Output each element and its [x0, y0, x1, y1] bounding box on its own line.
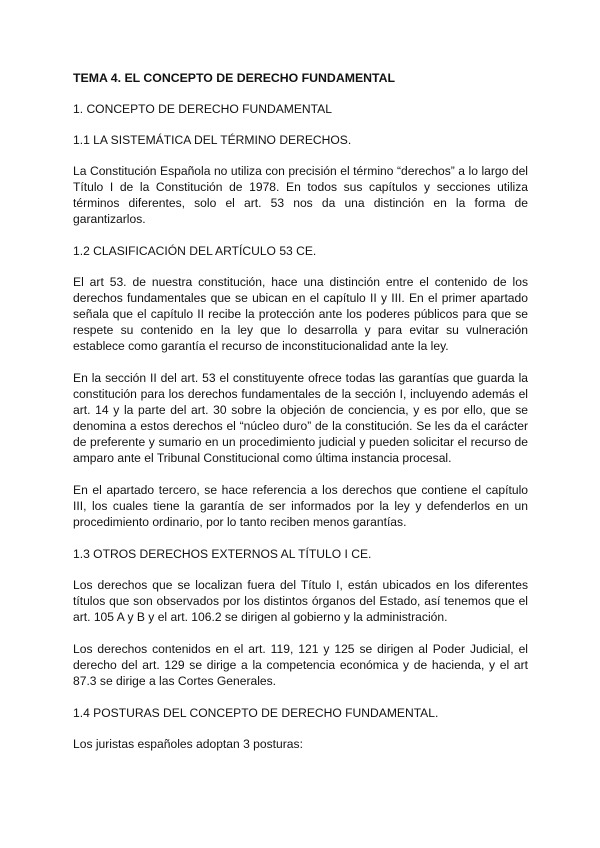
section-heading: 1.4 POSTURAS DEL CONCEPTO DE DERECHO FUNDAMENTAL. [73, 706, 439, 720]
paragraph: En el apartado tercero, se hace referencia a los derechos que contiene el capítulo III, los cuales tiene la garantía de ser informados por la ley y defenderlos en un procedimiento ordinario, por lo tanto reciben menos garantías. [73, 483, 528, 529]
paragraph: La Constitución Española no utiliza con precisión el término “derechos” a lo largo del Título I de la Constitución de 1978. En todos sus capítulos y secciones utiliza términos diferentes, solo el art. 53 nos da una distinción en la forma de garantizarlos. [73, 164, 528, 226]
section-heading: 1.1 LA SISTEMÁTICA DEL TÉRMINO DERECHOS. [73, 133, 352, 147]
paragraph: En la sección II del art. 53 el constituyente ofrece todas las garantías que guarda la constitución para los derechos fundamentales de la sección I, incluyendo además el art. 14 y la parte del art. 30 sobre la objeción de conciencia, y es por ello, que se denomina a estos derechos el “núcleo duro” de la constitución. Se les da el carácter de preferente y sumario en un procedimiento judicial y pueden solicitar el recurso de amparo ante el Tribunal Constitucional como última instancia procesal. [73, 371, 528, 465]
document-page [73, 70, 528, 768]
paragraph: El art 53. de nuestra constitución, hace una distinción entre el contenido de los derechos fundamentales que se ubican en el capítulo II y III. En el primer apartado señala que el capítulo II recibe la protección ante los poderes públicos para que se respete su contenido en la ley que lo desarrolla y para evitar su vulneración establece como garantía el recurso de inconstitucionalidad ante la ley. [73, 275, 528, 353]
section-heading: 1. CONCEPTO DE DERECHO FUNDAMENTAL [73, 102, 332, 116]
paragraph: Los derechos que se localizan fuera del Título I, están ubicados en los diferentes títulos que son observados por los distintos órganos del Estado, así tenemos que el art. 105 A y B y el art. 106.2 se dirigen al gobierno y la administración. [73, 578, 528, 624]
paragraph: Los juristas españoles adoptan 3 posturas: [73, 737, 303, 751]
document-title: TEMA 4. EL CONCEPTO DE DERECHO FUNDAMENTAL [73, 71, 396, 85]
paragraph: Los derechos contenidos en el art. 119, 121 y 125 se dirigen al Poder Judicial, el derecho del art. 129 se dirige a la competencia económica y de hacienda, y el art 87.3 se dirige a las Cortes Generales. [73, 642, 528, 688]
section-heading: 1.3 OTROS DERECHOS EXTERNOS AL TÍTULO I CE. [73, 547, 372, 561]
section-heading: 1.2 CLASIFICACIÓN DEL ARTÍCULO 53 CE. [73, 244, 317, 258]
